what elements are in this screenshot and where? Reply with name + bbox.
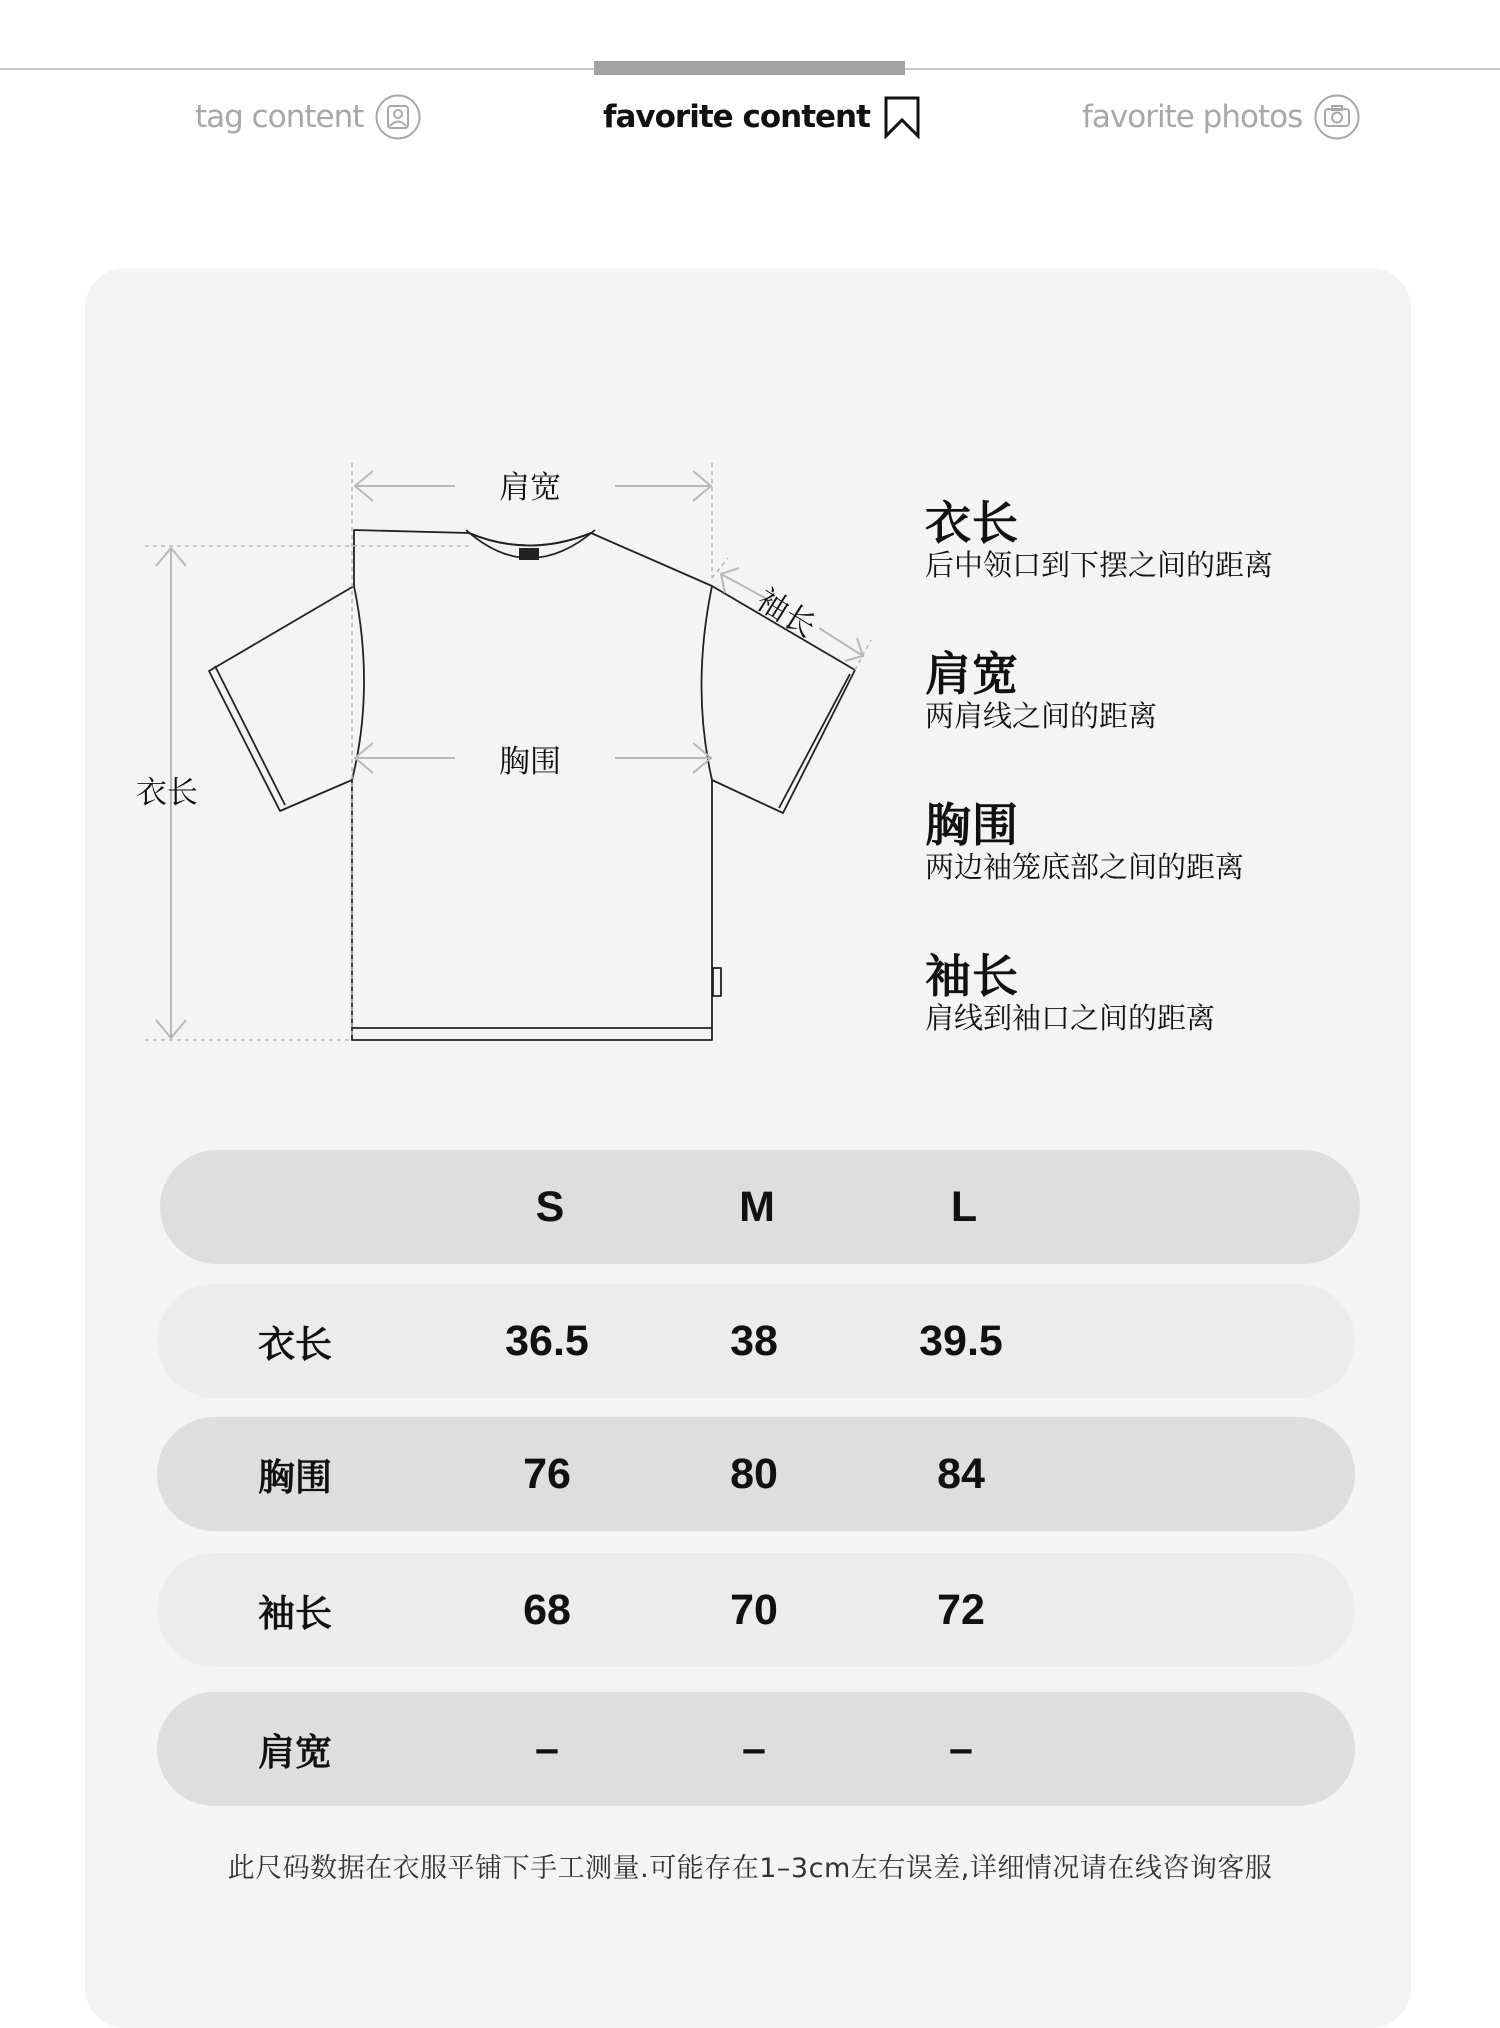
tab-label: favorite photos (1082, 99, 1303, 135)
tab-favorite-content[interactable] (603, 92, 922, 142)
cell-value: 38 (730, 1316, 778, 1365)
tshirt-outline (85, 268, 885, 1068)
length-label: 衣长 (136, 775, 198, 811)
tab-label: favorite content (603, 99, 870, 135)
row-label: 袖长 (258, 1592, 332, 1635)
tab-label: tag content (195, 99, 364, 135)
cell-value: 70 (730, 1585, 778, 1634)
cell-value: – (949, 1724, 973, 1773)
legend-title: 肩宽 (925, 647, 1019, 701)
chest-label: 胸围 (499, 744, 561, 780)
legend-length (925, 498, 1273, 582)
legend-shoulder (925, 649, 1157, 733)
shoulder-label: 肩宽 (499, 470, 561, 506)
cell-value: – (535, 1724, 559, 1773)
tab-favorite-photos[interactable] (1082, 92, 1360, 142)
active-tab-indicator (594, 61, 905, 75)
table-row (157, 1284, 1355, 1398)
cell-value: 84 (937, 1449, 985, 1498)
legend-desc: 后中领口到下摆之间的距离 (925, 548, 1274, 582)
cell-value: 68 (523, 1585, 571, 1634)
size-header-m: M (739, 1182, 775, 1231)
cell-value: 36.5 (505, 1316, 589, 1365)
cell-value: 72 (937, 1585, 985, 1634)
legend-chest (925, 800, 1244, 884)
row-label: 胸围 (258, 1456, 332, 1499)
legend-desc: 两边袖笼底部之间的距离 (925, 850, 1245, 884)
row-label: 衣长 (258, 1323, 332, 1366)
size-header-s: S (535, 1182, 565, 1231)
cell-value: 39.5 (919, 1316, 1003, 1365)
legend-title: 衣长 (925, 496, 1019, 550)
sleeve-label: 袖长 (750, 581, 822, 646)
cell-value: 80 (730, 1449, 778, 1498)
table-row (157, 1692, 1355, 1806)
bookmark-icon (882, 95, 922, 139)
camera-icon (1314, 94, 1360, 140)
size-header-l: L (950, 1182, 978, 1231)
table-row (157, 1553, 1355, 1667)
legend-sleeve (925, 951, 1215, 1035)
legend-title: 胸围 (925, 798, 1019, 852)
measurement-note: 此尺码数据在衣服平铺下手工测量.可能存在1–3cm左右误差,详细情况请在线咨询客服 (227, 1853, 1273, 1884)
row-label: 肩宽 (258, 1731, 332, 1774)
cell-value: – (742, 1724, 766, 1773)
cell-value: 76 (523, 1449, 571, 1498)
legend-desc: 两肩线之间的距离 (925, 699, 1158, 733)
size-table-header (160, 1150, 1360, 1264)
table-row (157, 1417, 1355, 1531)
portrait-icon (375, 94, 421, 140)
legend-desc: 肩线到袖口之间的距离 (925, 1001, 1216, 1035)
tab-tag-content[interactable] (195, 92, 421, 142)
legend-title: 袖长 (925, 949, 1019, 1003)
